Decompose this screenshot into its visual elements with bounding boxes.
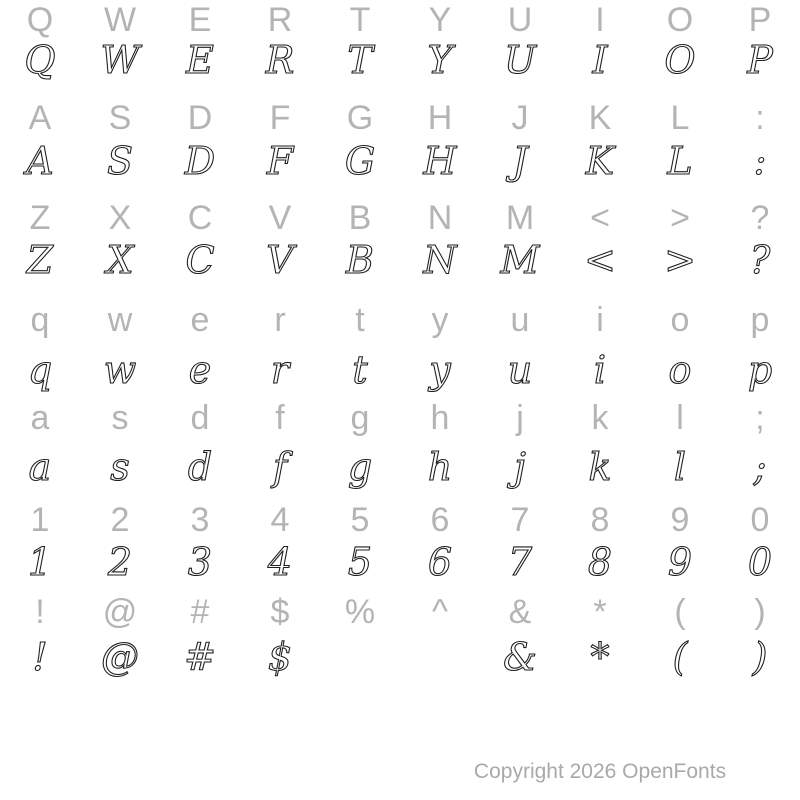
reference-char: >	[670, 199, 690, 237]
reference-char: R	[267, 1, 293, 39]
copyright-text: Copyright 2026 OpenFonts	[473, 760, 727, 783]
reference-row	[0, 592, 800, 632]
reference-char: U	[507, 1, 533, 39]
reference-char: G	[346, 99, 374, 137]
reference-char: N	[427, 199, 453, 237]
specimen-glyph: 3	[187, 540, 213, 584]
reference-char: :	[755, 99, 765, 137]
reference-char: F	[269, 99, 291, 137]
specimen-glyph: f	[272, 445, 288, 489]
specimen-glyph: l	[673, 445, 687, 489]
reference-char: Q	[26, 1, 54, 39]
reference-char: o	[670, 301, 690, 339]
reference-char: $	[270, 593, 290, 631]
specimen-glyph: t	[352, 348, 368, 392]
specimen-glyph: 4	[267, 540, 293, 584]
specimen-glyph: j	[514, 445, 526, 489]
specimen-glyph: ?	[749, 238, 771, 282]
reference-row	[0, 500, 800, 540]
reference-char: <	[590, 199, 610, 237]
reference-char: V	[268, 199, 292, 237]
reference-char: 7	[510, 501, 530, 539]
reference-char: C	[187, 199, 213, 237]
specimen-glyph: N	[423, 238, 457, 282]
reference-char: #	[190, 593, 210, 631]
reference-char: 5	[350, 501, 370, 539]
specimen-glyph: 8	[587, 540, 613, 584]
reference-char: *	[593, 593, 607, 631]
reference-char: w	[107, 301, 133, 339]
specimen-glyph: S	[106, 139, 134, 183]
specimen-glyph: ;	[753, 445, 767, 489]
reference-char: ?	[750, 199, 770, 237]
specimen-glyph: )	[752, 635, 768, 679]
reference-char: u	[510, 301, 530, 339]
reference-char: i	[596, 301, 604, 339]
specimen-glyph: g	[347, 445, 373, 489]
reference-char: L	[670, 99, 690, 137]
specimen-glyph: q	[27, 348, 53, 392]
specimen-glyph: s	[110, 445, 130, 489]
specimen-glyph: 5	[347, 540, 373, 584]
specimen-glyph: a	[28, 445, 52, 489]
reference-char: r	[274, 301, 286, 339]
reference-char: d	[190, 399, 210, 437]
specimen-glyph: W	[100, 38, 140, 82]
reference-char: ;	[755, 399, 765, 437]
specimen-glyph: F	[266, 139, 294, 183]
reference-row	[0, 198, 800, 238]
reference-char: @	[102, 593, 138, 631]
reference-char: q	[30, 301, 50, 339]
glyph-row	[0, 442, 800, 492]
reference-char: B	[348, 199, 372, 237]
glyph-row	[0, 35, 800, 85]
specimen-glyph: >	[664, 238, 696, 282]
reference-char: J	[511, 99, 529, 137]
specimen-glyph: r	[270, 348, 290, 392]
specimen-glyph: :	[753, 139, 767, 183]
specimen-glyph: M	[500, 238, 540, 282]
reference-char: 2	[110, 501, 130, 539]
specimen-glyph: 1	[27, 540, 53, 584]
specimen-glyph: O	[664, 38, 696, 82]
specimen-glyph: 2	[107, 540, 133, 584]
reference-char: a	[30, 399, 50, 437]
reference-char: )	[754, 593, 766, 631]
specimen-glyph: <	[584, 238, 616, 282]
reference-char: t	[355, 301, 365, 339]
glyph-row	[0, 136, 800, 186]
specimen-glyph: (	[672, 635, 688, 679]
specimen-glyph: !	[32, 635, 48, 679]
reference-char: %	[344, 593, 376, 631]
glyph-row	[0, 235, 800, 285]
reference-char: 1	[30, 501, 50, 539]
reference-char: e	[190, 301, 210, 339]
specimen-glyph: A	[26, 139, 54, 183]
reference-char: K	[588, 99, 612, 137]
specimen-glyph: *	[590, 635, 610, 679]
reference-char: S	[108, 99, 132, 137]
reference-char: f	[275, 399, 285, 437]
specimen-glyph: e	[188, 348, 212, 392]
reference-row	[0, 300, 800, 340]
specimen-glyph: 6	[427, 540, 453, 584]
reference-char: 6	[430, 501, 450, 539]
reference-char: y	[431, 301, 449, 339]
reference-char: X	[108, 199, 132, 237]
specimen-glyph: C	[185, 238, 215, 282]
reference-char: s	[111, 399, 129, 437]
specimen-glyph: o	[668, 348, 692, 392]
specimen-glyph: $	[267, 635, 293, 679]
specimen-glyph: P	[747, 38, 773, 82]
specimen-glyph: H	[423, 139, 457, 183]
reference-char: T	[349, 1, 371, 39]
specimen-glyph: y	[429, 348, 451, 392]
specimen-glyph: Z	[26, 238, 54, 282]
specimen-glyph: J	[512, 139, 528, 183]
specimen-glyph: @	[101, 635, 139, 679]
specimen-glyph: T	[347, 38, 373, 82]
glyph-row	[0, 345, 800, 395]
reference-char: E	[188, 1, 212, 39]
specimen-glyph: Y	[427, 38, 453, 82]
reference-char: Z	[29, 199, 51, 237]
reference-char: O	[666, 1, 694, 39]
specimen-glyph: K	[585, 139, 615, 183]
reference-char: p	[750, 301, 770, 339]
specimen-glyph: E	[186, 38, 214, 82]
reference-char: !	[35, 593, 45, 631]
reference-char: H	[427, 99, 453, 137]
specimen-glyph: 0	[747, 540, 773, 584]
reference-char: h	[430, 399, 450, 437]
glyph-row	[0, 632, 800, 682]
reference-char: j	[516, 399, 524, 437]
specimen-glyph: V	[266, 238, 294, 282]
specimen-glyph: R	[265, 38, 295, 82]
reference-char: g	[350, 399, 370, 437]
reference-char: 8	[590, 501, 610, 539]
reference-char: &	[508, 593, 532, 631]
reference-char: A	[28, 99, 52, 137]
reference-char: 3	[190, 501, 210, 539]
specimen-glyph: d	[187, 445, 213, 489]
specimen-glyph: 9	[667, 540, 693, 584]
specimen-glyph: u	[507, 348, 533, 392]
specimen-glyph: D	[184, 139, 216, 183]
specimen-glyph: &	[503, 635, 537, 679]
specimen-glyph: L	[667, 139, 693, 183]
reference-char: P	[748, 1, 772, 39]
reference-char: D	[187, 99, 213, 137]
specimen-glyph: 7	[507, 540, 533, 584]
specimen-glyph: B	[346, 238, 374, 282]
reference-row	[0, 0, 800, 40]
specimen-glyph: #	[184, 635, 216, 679]
reference-char: W	[103, 1, 137, 39]
reference-char: ^	[432, 593, 448, 631]
reference-char: Y	[428, 1, 452, 39]
glyph-row	[0, 537, 800, 587]
specimen-glyph: X	[106, 238, 134, 282]
reference-char: M	[505, 199, 535, 237]
reference-char: 4	[270, 501, 290, 539]
specimen-glyph: I	[592, 38, 608, 82]
reference-char: k	[591, 399, 609, 437]
specimen-glyph: k	[588, 445, 612, 489]
reference-char: l	[676, 399, 684, 437]
specimen-glyph: U	[503, 38, 537, 82]
reference-row	[0, 398, 800, 438]
reference-char: 0	[750, 501, 770, 539]
reference-char: I	[595, 1, 605, 39]
reference-char: (	[674, 593, 686, 631]
specimen-glyph: w	[103, 348, 137, 392]
specimen-glyph: i	[593, 348, 607, 392]
reference-char: 9	[670, 501, 690, 539]
specimen-glyph: h	[427, 445, 453, 489]
specimen-glyph: Q	[24, 38, 56, 82]
reference-row	[0, 98, 800, 138]
specimen-glyph: p	[747, 348, 773, 392]
specimen-glyph: G	[344, 139, 376, 183]
